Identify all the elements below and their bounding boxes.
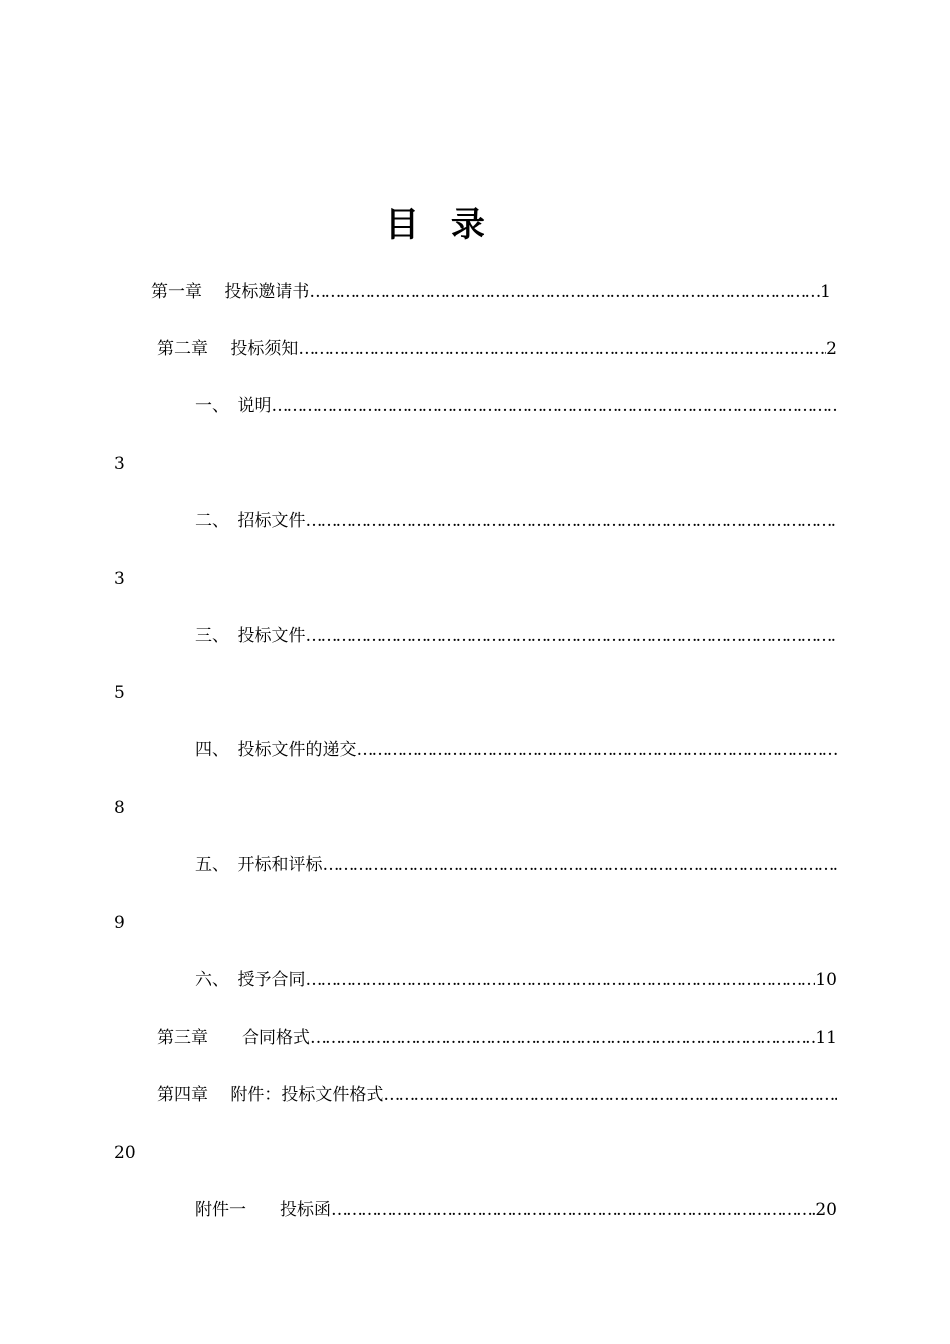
- dot-leader: [357, 737, 838, 763]
- toc-entry-label: 第三章 合同格式: [157, 1028, 310, 1048]
- dot-leader: [331, 1197, 815, 1223]
- toc-entry-label: 第二章 投标须知: [157, 339, 299, 359]
- toc-page-number: 10: [815, 970, 837, 990]
- dot-leader: [309, 279, 820, 305]
- toc-entry-chapter-1[interactable]: [151, 279, 831, 305]
- toc-page-number: 1: [820, 282, 831, 302]
- toc-page-number: 3: [114, 569, 125, 589]
- toc-page-number: 2: [826, 339, 837, 359]
- dot-leader: [383, 1082, 837, 1108]
- toc-entry-label: 三、 投标文件: [195, 626, 306, 646]
- toc-entry-chapter-3[interactable]: [157, 1025, 837, 1051]
- toc-entry-label: 二、 招标文件: [195, 511, 306, 531]
- toc-entry-section-6[interactable]: [195, 967, 837, 993]
- toc-entry-chapter-2[interactable]: [157, 336, 837, 362]
- toc-entry-label: 第一章 投标邀请书: [151, 282, 310, 302]
- dot-leader: [306, 508, 838, 534]
- toc-page-number: 20: [815, 1200, 837, 1220]
- toc-page-number: 5: [114, 683, 125, 703]
- toc-entry-section-2[interactable]: [195, 508, 837, 534]
- toc-entry-section-4[interactable]: [195, 737, 837, 763]
- toc-entry-label: 五、 开标和评标: [195, 855, 323, 875]
- toc-page-number: 11: [815, 1028, 837, 1048]
- toc-entry-chapter-4[interactable]: [157, 1082, 837, 1108]
- dot-leader: [298, 336, 826, 362]
- toc-entry-appendix-1[interactable]: [195, 1197, 837, 1223]
- dot-leader: [310, 1025, 815, 1051]
- toc-entry-label: 一、 说明: [195, 396, 272, 416]
- dot-leader: [272, 393, 838, 419]
- toc-entry-section-5[interactable]: [195, 852, 837, 878]
- dot-leader: [306, 967, 816, 993]
- toc-entry-section-3[interactable]: [195, 623, 837, 649]
- toc-page-number: 20: [114, 1143, 136, 1163]
- toc-page-number: 9: [114, 913, 125, 933]
- toc-page-number: 3: [114, 454, 125, 474]
- toc-entry-section-1[interactable]: [195, 393, 837, 419]
- dot-leader: [323, 852, 838, 878]
- page-title: 目 录: [385, 205, 495, 245]
- toc-entry-label: 六、 授予合同: [195, 970, 306, 990]
- toc-entry-label: 第四章 附件：投标文件格式: [157, 1085, 384, 1105]
- dot-leader: [306, 623, 838, 649]
- toc-entry-label: 附件一 投标函: [195, 1200, 331, 1220]
- toc-page-number: 8: [114, 798, 125, 818]
- toc-entry-label: 四、 投标文件的递交: [195, 740, 357, 760]
